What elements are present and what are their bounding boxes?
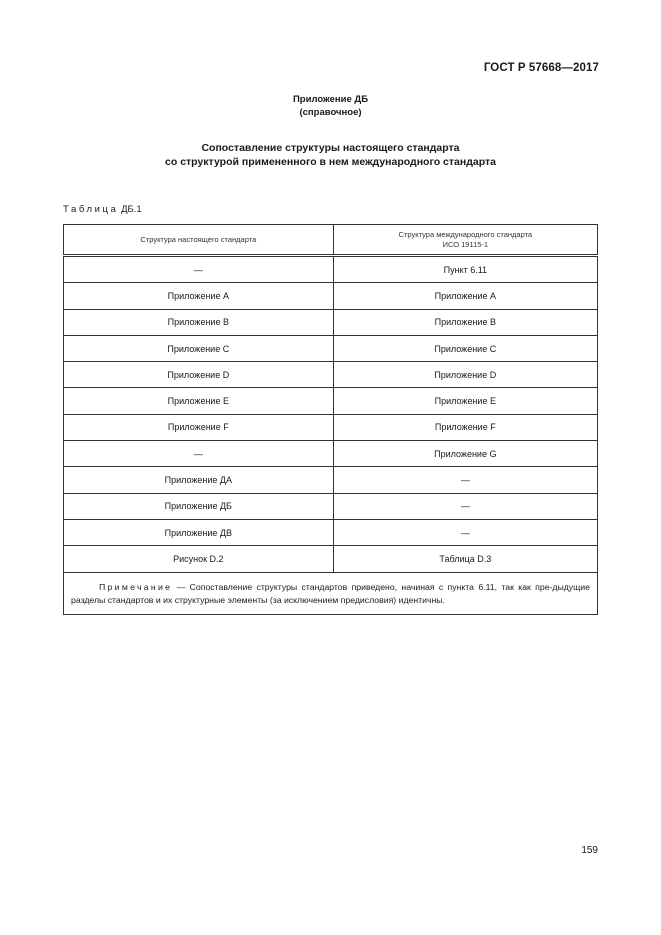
header-intl-line1: Структура международного стандарта <box>398 229 533 239</box>
cell-international: Приложение C <box>333 335 597 361</box>
document-code: ГОСТ Р 57668—2017 <box>483 62 599 74</box>
header-cell-current-standard: Структура настоящего стандарта <box>64 225 334 256</box>
cell-international: Приложение D <box>333 362 597 388</box>
appendix-title: Приложение ДБ <box>292 94 369 105</box>
cell-current: Приложение ДВ <box>64 519 334 545</box>
cell-current: — <box>64 256 334 283</box>
section-title <box>0 141 661 169</box>
structure-comparison-table <box>63 224 598 615</box>
cell-international: Приложение E <box>333 388 597 414</box>
section-title-line2: со структурой примененного в нем международного стандарта <box>165 156 496 168</box>
cell-current: Приложение D <box>64 362 334 388</box>
table-row <box>64 283 598 309</box>
table-caption <box>63 204 142 215</box>
table-note-row <box>64 572 598 614</box>
table-caption-label: Таблица <box>63 204 119 215</box>
header-cell-international-standard <box>333 225 597 256</box>
cell-international: Приложение F <box>333 414 597 440</box>
cell-current: Приложение ДБ <box>64 493 334 519</box>
cell-international: Приложение G <box>333 441 597 467</box>
cell-current: Приложение Е <box>64 388 334 414</box>
table-header-row <box>64 225 598 256</box>
cell-international: Приложение B <box>333 309 597 335</box>
cell-international: — <box>333 493 597 519</box>
table-row <box>64 493 598 519</box>
cell-international: Приложение A <box>333 283 597 309</box>
table-row <box>64 441 598 467</box>
table-row <box>64 546 598 572</box>
appendix-kind: (справочное) <box>299 107 362 118</box>
table-row <box>64 519 598 545</box>
cell-current: — <box>64 441 334 467</box>
cell-current: Приложение ДА <box>64 467 334 493</box>
cell-current: Рисунок D.2 <box>64 546 334 572</box>
table-row <box>64 467 598 493</box>
table-row <box>64 414 598 440</box>
table-caption-id: ДБ.1 <box>121 204 142 215</box>
note-label: Примечание <box>99 581 173 592</box>
table-row <box>64 362 598 388</box>
cell-international: — <box>333 519 597 545</box>
table-row <box>64 388 598 414</box>
appendix-heading <box>0 93 661 119</box>
cell-current: Приложение F <box>64 414 334 440</box>
cell-current: Приложение А <box>64 283 334 309</box>
table-row <box>64 309 598 335</box>
note-text: — Сопоставление структуры стандартов приведено, начиная с пункта 6.11, так как пре-дыдущие разделы стандартов и их структурные элементы (за исключением предисловия) идентичны. <box>71 581 590 605</box>
cell-international: Пункт 6.11 <box>333 256 597 283</box>
cell-current: Приложение В <box>64 309 334 335</box>
section-title-line1: Сопоставление структуры настоящего стандарта <box>201 142 460 154</box>
table-row <box>64 256 598 283</box>
cell-international: — <box>333 467 597 493</box>
table-note <box>64 572 598 614</box>
cell-current: Приложение С <box>64 335 334 361</box>
header-intl-line2: ИСО 19115-1 <box>442 239 489 249</box>
table-row <box>64 335 598 361</box>
page-number: 159 <box>581 845 598 856</box>
cell-international: Таблица D.3 <box>333 546 597 572</box>
